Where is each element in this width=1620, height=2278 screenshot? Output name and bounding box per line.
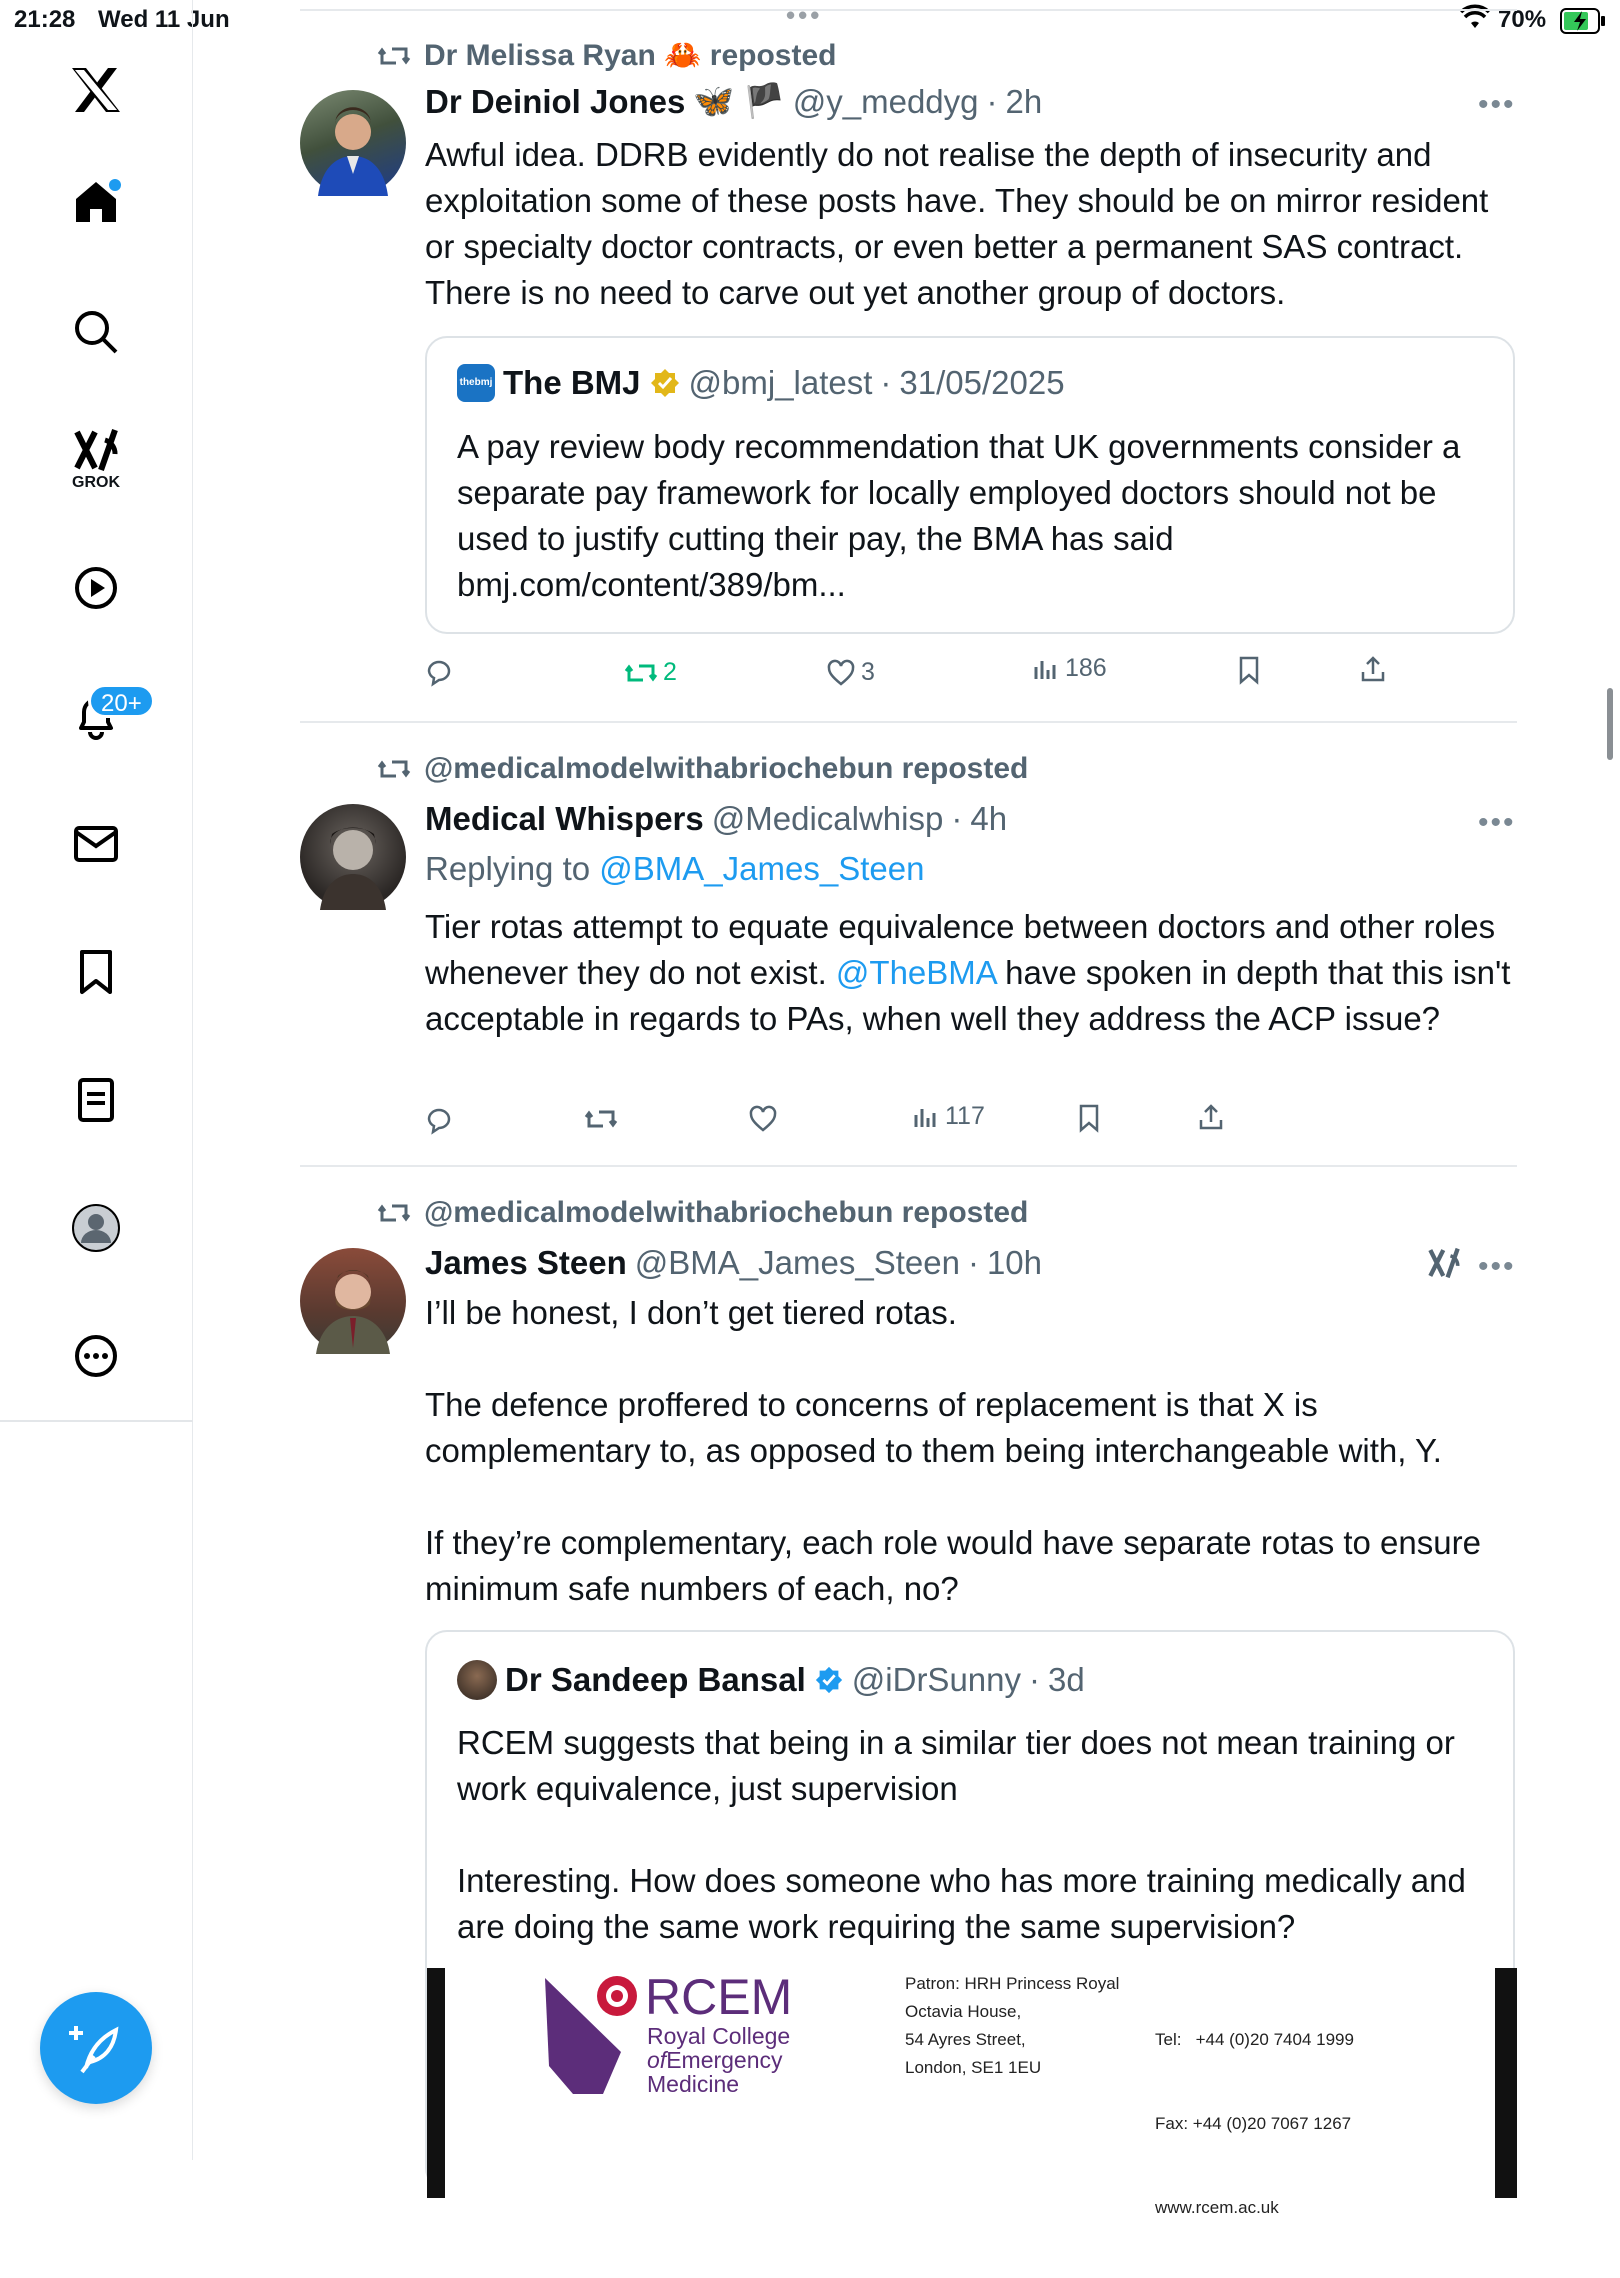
grok-explain-icon[interactable] (1426, 1246, 1462, 1285)
share-icon (1359, 654, 1387, 684)
like-button[interactable] (749, 1106, 777, 1132)
heart-icon (749, 1106, 777, 1132)
address-line: 54 Ayres Street, (905, 2030, 1026, 2049)
post-time[interactable]: 10h (986, 1244, 1043, 1281)
quote-author-handle: @bmj_latest (688, 364, 873, 401)
bookmark-button[interactable] (1077, 1104, 1101, 1132)
share-button[interactable] (1359, 654, 1387, 684)
repost-indicator (378, 1196, 1028, 1230)
reply-button[interactable] (425, 1106, 453, 1134)
like-button[interactable] (827, 658, 875, 687)
x-logo-icon[interactable] (66, 60, 126, 120)
rcem-short: RCEM (645, 1969, 793, 2025)
dot-separator: · (967, 1244, 979, 1281)
bmj-logo-icon: thebmj (457, 364, 495, 402)
quote-text-para1: RCEM suggests that being in a similar tier does not mean training or work equivalence, just supervision (457, 1724, 1455, 1807)
bookmark-icon (1077, 1104, 1101, 1132)
quote-author-name: Dr Sandeep Bansal (505, 1661, 806, 1698)
grok-label: GROK (72, 474, 120, 491)
rcem-line2 (647, 2048, 783, 2072)
rcem-letterhead (445, 1968, 1495, 2217)
quote-text: A pay review body recommendation that UK governments consider a separate pay framework for locally employed doctors should not be used to justify cutting their pay, the BMA has said bmj.com/content/389/bm... (457, 428, 1461, 603)
mention-link[interactable]: @TheBMA (835, 954, 996, 991)
address-line: Octavia House, (905, 2002, 1022, 2021)
replying-to-line (425, 846, 1515, 892)
author-handle[interactable]: @BMA_James_Steen (634, 1244, 960, 1281)
post-time[interactable]: 2h (1005, 82, 1043, 120)
address-line: London, SE1 1EU (905, 2058, 1042, 2077)
share-icon (1197, 1102, 1225, 1132)
dot-separator: · (986, 82, 998, 120)
author-name[interactable]: James Steen (425, 1244, 627, 1281)
sidebar-divider (0, 1420, 193, 1422)
home-icon[interactable] (66, 172, 126, 232)
post-text-part: have spoken in depth that this isn't acceptable in regards to PAs, when well they address the ACP issue? (425, 954, 1511, 1037)
compose-feather-icon (68, 2020, 124, 2076)
contact-line: www.rcem.ac.uk (1155, 2198, 1279, 2217)
video-icon[interactable] (66, 558, 126, 618)
post-text-para1: I’ll be honest, I don’t get tiered rotas. (425, 1294, 957, 1331)
repost-indicator (378, 752, 1028, 786)
views-chart-icon (1033, 657, 1059, 681)
quote-time: 3d (1048, 1661, 1085, 1698)
battery-percent: 70% (1498, 6, 1547, 33)
replying-to-mention[interactable]: @BMA_James_Steen (599, 850, 925, 887)
rcem-line3: Medicine (647, 2071, 740, 2097)
rcem-address (905, 1970, 1119, 2082)
post-time[interactable]: 4h (970, 800, 1008, 837)
compose-button[interactable] (40, 1992, 152, 2104)
reply-button[interactable] (425, 658, 453, 686)
post-text (425, 904, 1515, 1042)
author-name[interactable]: Dr Deiniol Jones (425, 82, 686, 120)
gold-verified-icon (649, 367, 681, 399)
repost-icon (378, 43, 410, 69)
rcem-rose-icon (595, 1974, 639, 2018)
contact-line: Tel: +44 (0)20 7404 1999 (1155, 2030, 1354, 2049)
quoted-post[interactable] (425, 336, 1515, 634)
heart-icon (827, 660, 855, 686)
bookmark-icon (1237, 656, 1261, 684)
quoted-post[interactable] (425, 1630, 1515, 2217)
top-divider (300, 9, 1517, 11)
lists-icon[interactable] (66, 1070, 126, 1130)
sidebar (0, 0, 193, 2160)
avatar[interactable] (300, 804, 406, 910)
messages-icon[interactable] (66, 814, 126, 874)
repost-icon (625, 660, 657, 686)
reposted-by-text: @medicalmodelwithabriochebun reposted (424, 752, 1029, 785)
repost-icon (585, 1106, 617, 1132)
post-divider (300, 721, 1517, 723)
dot-separator: · (880, 364, 892, 401)
repost-count: 2 (663, 658, 677, 686)
author-handle[interactable]: @y_meddyg (792, 82, 979, 120)
quote-avatar (457, 1660, 497, 1700)
rcem-of: of (647, 2047, 667, 2073)
quote-media-image[interactable] (427, 1968, 1517, 2217)
grok-icon[interactable] (66, 420, 126, 500)
avatar[interactable] (300, 90, 406, 196)
reposted-by-text: Dr Melissa Ryan 🦀 reposted (424, 39, 837, 72)
more-icon[interactable]: ••• (1478, 88, 1516, 121)
rcem-emergency: Emergency (666, 2047, 783, 2073)
share-button[interactable] (1197, 1102, 1225, 1132)
rcem-contact (1155, 1970, 1354, 2278)
views-count: 186 (1065, 654, 1107, 682)
avatar[interactable] (300, 1248, 406, 1354)
repost-icon (378, 1200, 410, 1226)
search-icon[interactable] (66, 302, 126, 362)
more-options-icon[interactable] (66, 1326, 126, 1386)
reply-icon (425, 1106, 453, 1134)
bookmark-button[interactable] (1237, 656, 1261, 684)
repost-icon (378, 756, 410, 782)
scrollbar[interactable] (1607, 688, 1613, 760)
profile-icon[interactable] (66, 1198, 126, 1258)
quote-text-para2: Interesting. How does someone who has more training medically and are doing the same work requiring the same supervision? (457, 1862, 1466, 1945)
post-text-para3: If they’re complementary, each role would have separate rotas to ensure minimum safe numbers of each, no? (425, 1524, 1481, 1607)
views-chart-icon (913, 1105, 939, 1129)
views-button[interactable] (1033, 654, 1107, 683)
address-line: Patron: HRH Princess Royal (905, 1974, 1120, 1993)
post-text-part: Tier rotas attempt to equate equivalence between doctors and other roles whenever they do not exist. (425, 908, 1496, 991)
multitask-dots[interactable]: ••• (786, 0, 823, 30)
post-divider (300, 1165, 1517, 1167)
repost-indicator (378, 38, 837, 73)
notifications-badge: 20+ (88, 684, 155, 718)
rcem-line1: Royal College (647, 2023, 791, 2049)
views-button[interactable] (913, 1102, 985, 1131)
author-handle[interactable]: @Medicalwhisp (711, 800, 944, 837)
contact-line: Fax: +44 (0)20 7067 1267 (1155, 2114, 1352, 2133)
more-icon[interactable]: ••• (1478, 806, 1516, 839)
reposted-by-text: @medicalmodelwithabriochebun reposted (424, 1196, 1029, 1229)
status-time: 21:28 (14, 6, 76, 33)
reply-icon (425, 658, 453, 686)
repost-button[interactable] (625, 658, 677, 687)
status-bar (0, 0, 1620, 40)
dot-separator: · (1029, 1661, 1041, 1698)
quote-author-name: The BMJ (503, 364, 641, 401)
author-emoji: 🦋 🏴 (693, 82, 785, 119)
dot-separator: · (951, 800, 963, 837)
quote-time: 31/05/2025 (899, 364, 1065, 401)
verified-badge-icon (814, 1665, 844, 1695)
repost-button[interactable] (585, 1106, 617, 1132)
post-text-para2: The defence proffered to concerns of replacement is that X is complementary to, as opposed to them being interchangeable with, Y. (425, 1386, 1442, 1469)
views-count: 117 (945, 1102, 985, 1130)
quote-author-handle: @iDrSunny (851, 1661, 1022, 1698)
battery-icon (1560, 8, 1606, 41)
more-icon[interactable]: ••• (1478, 1250, 1516, 1283)
status-date: Wed 11 Jun (98, 6, 230, 33)
author-name[interactable]: Medical Whispers (425, 800, 704, 837)
replying-to-prefix: Replying to (425, 850, 591, 887)
bookmarks-icon[interactable] (66, 942, 126, 1002)
like-count: 3 (861, 658, 875, 686)
post-text: Awful idea. DDRB evidently do not realise the depth of insecurity and exploitation some of these posts have. They should be on mirror resident or specialty doctor contracts, or even better a permanent SAS contract. There is no need to carve out yet another group of doctors. (425, 136, 1489, 311)
